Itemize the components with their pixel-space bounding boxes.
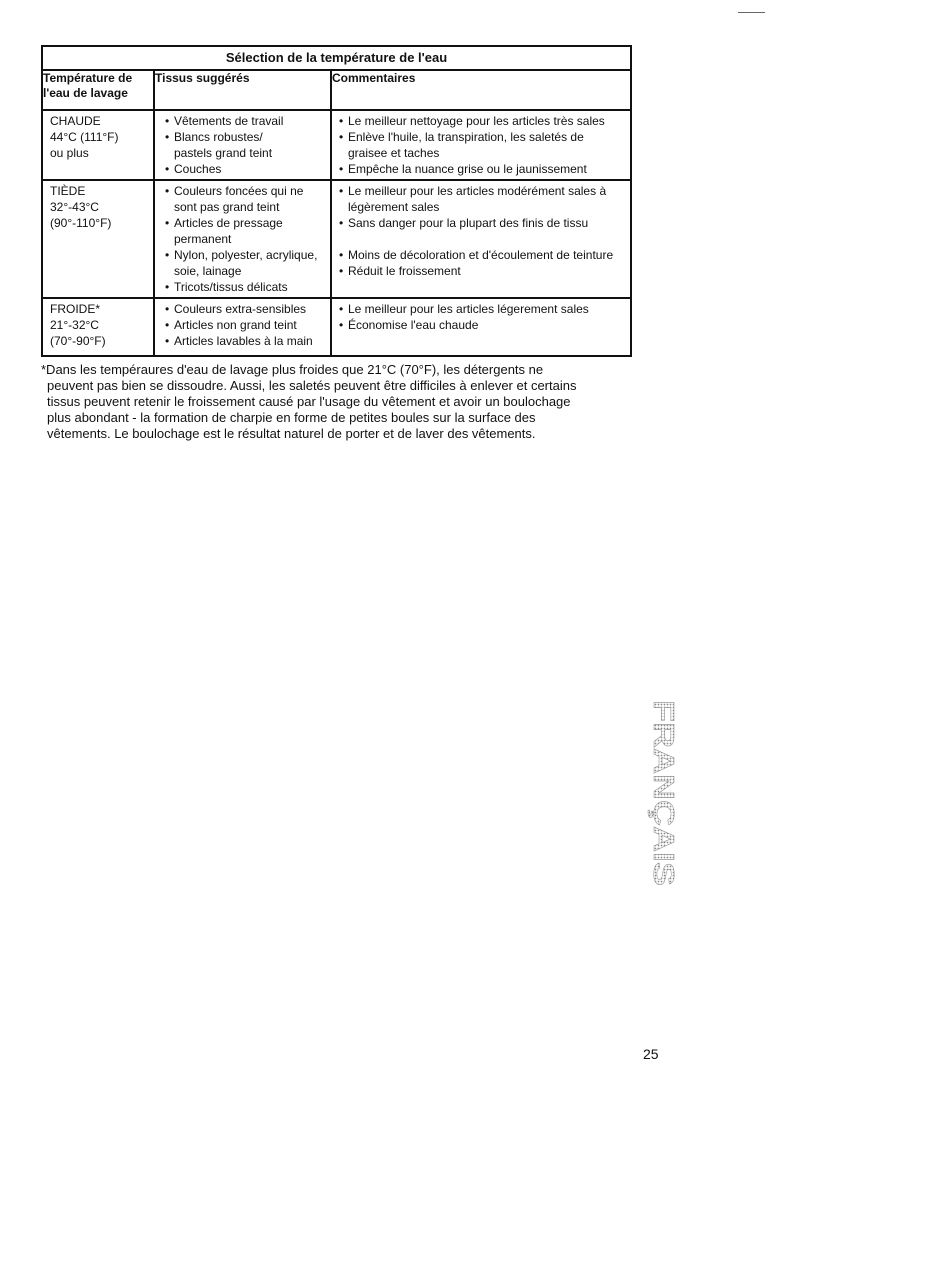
table-row-warm bbox=[42, 180, 631, 298]
list-item: • Blancs robustes/ pastels grand teint bbox=[165, 129, 330, 161]
list-item: • Le meilleur nettoyage pour les articles très sales bbox=[339, 113, 630, 129]
footnote-line: tissus peuvent retenir le froissement causé par l'usage du vêtement et avoir un boulochage bbox=[47, 394, 571, 409]
header-wash-temperature: Température de l'eau de lavage bbox=[42, 70, 154, 110]
list-item: • Le meilleur pour les articles modérément sales à légèrement sales bbox=[339, 183, 630, 215]
list-item: • Réduit le froissement bbox=[339, 263, 630, 279]
fabrics-cell bbox=[154, 110, 331, 180]
list-item: • Enlève l'huile, la transpiration, les saletés de graisee et taches bbox=[339, 129, 630, 161]
top-rule bbox=[738, 12, 765, 13]
list-item: • Couches bbox=[165, 161, 330, 177]
page-number: 25 bbox=[643, 1046, 659, 1062]
fabrics-cell bbox=[154, 180, 331, 298]
list-item: • Nylon, polyester, acrylique, soie, lainage bbox=[165, 247, 330, 279]
temp-cell: CHAUDE 44°C (111°F) ou plus bbox=[42, 110, 154, 180]
list-item: • Articles de pressage permanent bbox=[165, 215, 330, 247]
water-temperature-table bbox=[41, 45, 632, 357]
footnote-line: *Dans les tempéraures d'eau de lavage plus froides que 21°C (70°F), les détergents ne bbox=[41, 362, 544, 377]
temp-cell: FROIDE* 21°-32°C (70°-90°F) bbox=[42, 298, 154, 356]
footnote-line: peuvent pas bien se dissoudre. Aussi, les saletés peuvent être difficiles à enlever et certains bbox=[47, 378, 577, 393]
comments-cell bbox=[331, 180, 631, 298]
list-item: • Sans danger pour la plupart des finis de tissu bbox=[339, 215, 630, 231]
side-label-text: FRANÇAIS bbox=[647, 700, 679, 850]
list-item: • Articles non grand teint bbox=[165, 317, 330, 333]
list-item: • Couleurs extra-sensibles bbox=[165, 301, 330, 317]
list-item: • Articles lavables à la main bbox=[165, 333, 330, 349]
temp-cell: TIÈDE 32°-43°C (90°-110°F) bbox=[42, 180, 154, 298]
list-item: • Économise l'eau chaude bbox=[339, 317, 630, 333]
fabrics-cell bbox=[154, 298, 331, 356]
header-suggested-fabrics: Tissus suggérés bbox=[154, 70, 331, 110]
header-comments: Commentaires bbox=[331, 70, 631, 110]
footnote bbox=[41, 362, 631, 442]
table-row-cold bbox=[42, 298, 631, 356]
list-item: • Tricots/tissus délicats bbox=[165, 279, 330, 295]
table-row-hot bbox=[42, 110, 631, 180]
list-item: • Couleurs foncées qui ne sont pas grand teint bbox=[165, 183, 330, 215]
table-title: Sélection de la température de l'eau bbox=[42, 46, 631, 70]
comments-cell bbox=[331, 110, 631, 180]
list-item: • Empêche la nuance grise ou le jaunissement bbox=[339, 161, 630, 177]
list-item: • Vêtements de travail bbox=[165, 113, 330, 129]
footnote-line: vêtements. Le boulochage est le résultat naturel de porter et de laver des vêtements. bbox=[47, 426, 536, 441]
language-side-label bbox=[644, 700, 684, 890]
list-item: • Le meilleur pour les articles légerement sales bbox=[339, 301, 630, 317]
footnote-line: plus abondant - la formation de charpie en forme de petites boules sur la surface des bbox=[47, 410, 536, 425]
list-item: • Moins de décoloration et d'écoulement de teinture bbox=[339, 247, 630, 263]
comments-cell bbox=[331, 298, 631, 356]
